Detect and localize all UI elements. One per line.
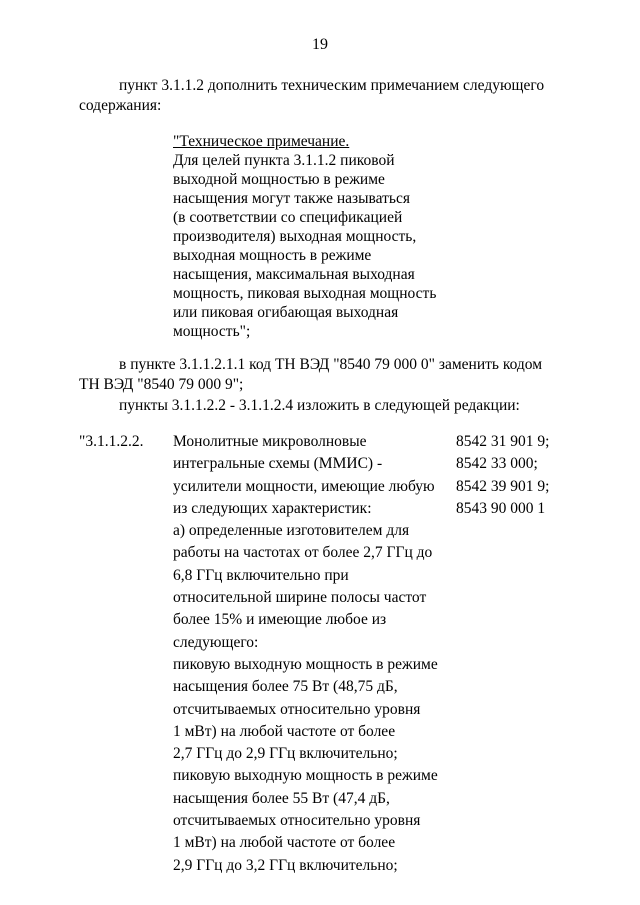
item-description-line: отсчитываемых относительно уровня	[173, 812, 421, 830]
item-description-line: более 15% и имеющие любое из	[173, 611, 387, 629]
code-change-line-1: в пункте 3.1.1.2.1.1 код ТН ВЭД "8540 79 000 0" заменить кодом	[119, 356, 543, 373]
item-description-line: 1 мВт) на любой частоте от более	[173, 722, 396, 740]
edition-instruction: пункты 3.1.1.2.2 - 3.1.1.2.4 изложить в следующей редакции:	[119, 397, 520, 414]
item-description-line: пиковую выходную мощность в режиме	[173, 655, 438, 673]
technical-note-line: мощность, пиковая выходная мощность	[173, 285, 437, 302]
page-number: 19	[312, 36, 328, 53]
technical-note	[173, 132, 436, 341]
customs-code: 8543 90 000 1	[456, 499, 546, 517]
item-description-line: Монолитные микроволновые	[173, 433, 367, 450]
technical-note-line: выходная мощность в режиме	[173, 247, 372, 264]
item-description-line: насыщения более 75 Вт (48,75 дБ,	[173, 678, 398, 696]
technical-note-line: насыщения, максимальная выходная	[173, 266, 415, 283]
item-description-line: относительной ширине полосы частот	[173, 589, 427, 607]
technical-note-line: (в соответствии со спецификацией	[173, 209, 403, 226]
item-description-line: пиковую выходную мощность в режиме	[173, 767, 438, 785]
customs-code: 8542 33 000;	[456, 455, 538, 473]
item-description-line: отсчитываемых относительно уровня	[173, 700, 421, 718]
technical-note-line: или пиковая огибающая выходная	[173, 304, 399, 321]
technical-note-heading: "Техническое примечание.	[173, 133, 350, 150]
item-description-line: интегральные схемы (ММИС) -	[173, 455, 383, 473]
item-number: "3.1.1.2.2.	[79, 433, 144, 450]
code-change-line-2: ТН ВЭД "8540 79 000 9";	[79, 376, 244, 393]
item-description-line: 2,7 ГГц до 2,9 ГГц включительно;	[173, 745, 398, 763]
customs-code: 8542 39 901 9;	[456, 477, 550, 495]
item-description-line: из следующих характеристик:	[173, 499, 372, 517]
item-description-line: работы на частотах от более 2,7 ГГц до	[173, 544, 433, 562]
customs-code: 8542 31 901 9;	[456, 433, 550, 450]
item-codes	[456, 431, 549, 520]
item-description-line: 6,8 ГГц включительно при	[173, 566, 349, 584]
item-description	[173, 431, 438, 877]
technical-note-line: выходной мощностью в режиме	[173, 171, 385, 188]
item-description-line: а) определенные изготовителем для	[173, 522, 410, 540]
item-description-line: следующего:	[173, 633, 259, 651]
intro-line-2: содержания:	[79, 97, 162, 114]
item-description-line: 2,9 ГГц до 3,2 ГГц включительно;	[173, 856, 398, 874]
technical-note-line: мощность";	[173, 323, 251, 340]
technical-note-line: насыщения могут также называться	[173, 190, 410, 207]
item-description-line: 1 мВт) на любой частоте от более	[173, 834, 396, 852]
item-description-line: насыщения более 55 Вт (47,4 дБ,	[173, 789, 390, 807]
technical-note-line: производителя) выходная мощность,	[173, 228, 417, 245]
intro-line-1: пункт 3.1.1.2 дополнить техническим примечанием следующего	[119, 77, 545, 94]
technical-note-line: Для целей пункта 3.1.1.2 пиковой	[173, 152, 395, 169]
item-description-line: усилители мощности, имеющие любую	[173, 477, 435, 495]
